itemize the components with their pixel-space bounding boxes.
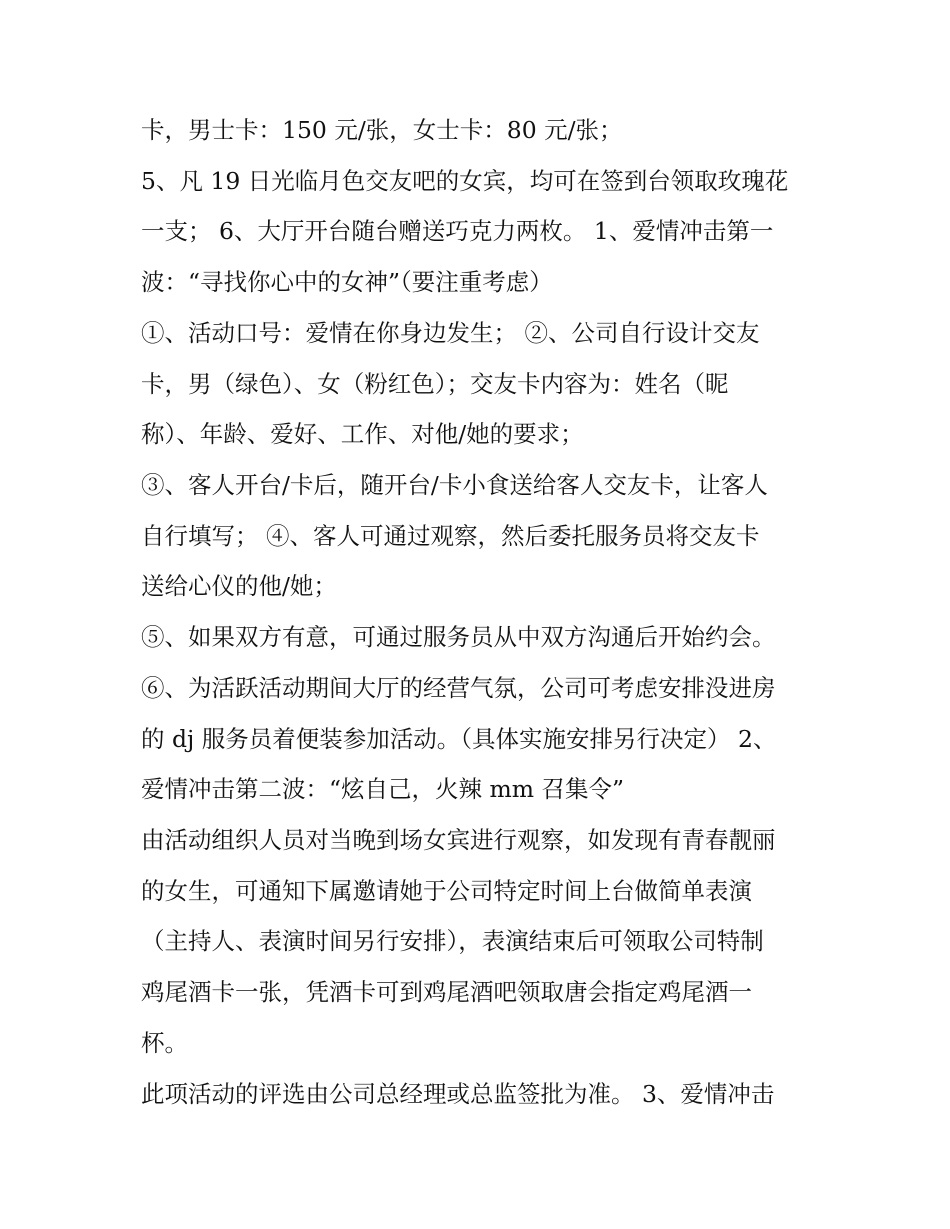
text-line-3: 一支； 6、大厅开台随台赠送巧克力两枚。 1、爱情冲击第一 [141, 217, 774, 245]
text-line-4: 波：“寻找你心中的女神”（要注重考虑） [141, 268, 553, 296]
text-line-14: 爱情冲击第二波：“炫自己，火辣 mm 召集令” [141, 775, 625, 803]
text-line-6: 卡，男（绿色）、女（粉红色）；交友卡内容为：姓名（昵 [141, 370, 729, 398]
text-line-20: 此项活动的评选由公司总经理或总监签批为准。 3、爱情冲击 [141, 1080, 775, 1108]
text-line-19: 杯。 [141, 1029, 188, 1057]
text-line-2: 5、凡 19 日光临月色交友吧的女宾，均可在签到台领取玫瑰花 [141, 167, 789, 195]
text-line-8: ③、客人开台/卡后，随开台/卡小食送给客人交友卡，让客人 [141, 471, 768, 499]
text-line-17: （主持人、表演时间另行安排），表演结束后可领取公司特制 [141, 927, 764, 955]
text-line-18: 鸡尾酒卡一张，凭酒卡可到鸡尾酒吧领取唐会指定鸡尾酒一 [141, 978, 752, 1006]
text-line-5: ①、活动口号：爱情在你身边发生； ②、公司自行设计交友 [141, 319, 760, 347]
text-line-7: 称）、年龄、爱好、工作、对他/她的要求； [141, 420, 584, 448]
text-line-1: 卡，男士卡：150 元/张，女士卡：80 元/张； [141, 116, 623, 144]
text-line-15: 由活动组织人员对当晚到场女宾进行观察，如发现有青春靓丽 [141, 826, 776, 854]
text-line-16: 的女生，可通知下属邀请她于公司特定时间上台做简单表演 [141, 877, 752, 905]
text-line-13: 的 dj 服务员着便装参加活动。（具体实施安排另行决定） 2、 [141, 725, 777, 753]
text-line-9: 自行填写； ④、客人可通过观察，然后委托服务员将交友卡 [141, 522, 760, 550]
text-line-11: ⑤、如果双方有意，可通过服务员从中双方沟通后开始约会。 [141, 623, 776, 651]
text-line-10: 送给心仪的他/她； [141, 572, 337, 600]
text-line-12: ⑥、为活跃活动期间大厅的经营气氛，公司可考虑安排没进房 [141, 674, 776, 702]
